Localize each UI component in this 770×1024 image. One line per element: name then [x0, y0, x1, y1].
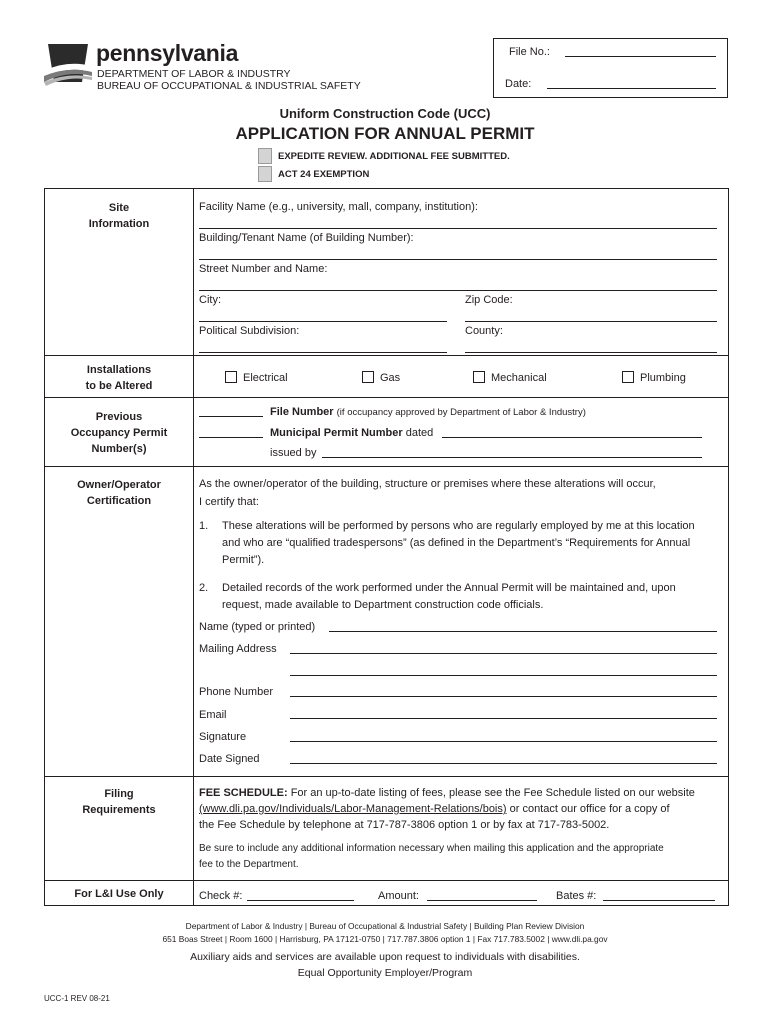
- item-2-line-1: Detailed records of the work performed under the Annual Permit will be maintained and, upon: [222, 582, 676, 594]
- municipal-permit-title: Municipal Permit Number: [270, 427, 403, 439]
- equal-opportunity-note: Equal Opportunity Employer/Program: [297, 967, 473, 979]
- owner-certification-label: Owner/Operator Certification: [77, 479, 161, 507]
- street-label: Street Number and Name:: [199, 263, 328, 275]
- item-1-number: 1.: [199, 520, 209, 532]
- file-no-field[interactable]: [565, 56, 716, 57]
- check-number-field[interactable]: [247, 900, 354, 901]
- row-divider: [44, 397, 729, 398]
- zip-code-label: Zip Code:: [465, 294, 513, 306]
- file-number-label: [270, 406, 586, 418]
- date-label: Date:: [505, 78, 532, 90]
- fee-schedule-line-1: [199, 787, 695, 799]
- zip-code-field[interactable]: [465, 321, 717, 322]
- site-information-label: Site Information: [88, 202, 150, 230]
- auxiliary-aids-note: Auxiliary aids and services are available upon request to individuals with disabilities.: [190, 951, 580, 963]
- gas-checkbox[interactable]: [362, 371, 374, 383]
- installations-label: Installations to be Altered: [85, 364, 153, 392]
- date-field[interactable]: [547, 88, 716, 89]
- bates-number-field[interactable]: [603, 900, 715, 901]
- mechanical-checkbox[interactable]: [473, 371, 485, 383]
- signature-field[interactable]: [290, 741, 717, 742]
- municipal-permit-field[interactable]: [199, 437, 263, 438]
- department-name: DEPARTMENT OF LABOR & INDUSTRY: [97, 68, 291, 80]
- county-field[interactable]: [465, 352, 717, 353]
- item-2-number: 2.: [199, 582, 209, 594]
- fee-schedule-contact: or contact our office for a copy of: [509, 803, 670, 815]
- date-signed-field[interactable]: [290, 763, 717, 764]
- facility-name-field[interactable]: [199, 228, 717, 229]
- municipal-permit-label: [270, 427, 433, 439]
- brand-name: pennsylvania: [96, 40, 239, 66]
- include-info-line-2: fee to the Department.: [199, 859, 299, 870]
- bureau-name: BUREAU OF OCCUPATIONAL & INDUSTRIAL SAFETY: [97, 80, 361, 92]
- plumbing-checkbox[interactable]: [622, 371, 634, 383]
- row-divider: [44, 776, 729, 777]
- building-name-field[interactable]: [199, 259, 717, 260]
- pa-keystone-logo: [42, 42, 94, 86]
- item-1-line-1: These alterations will be performed by persons who are regularly employed by me at this location: [222, 520, 695, 532]
- act24-label: ACT 24 EXEMPTION: [278, 169, 370, 180]
- date-signed-label: Date Signed: [199, 753, 260, 765]
- fee-schedule-line-2: [199, 803, 670, 815]
- fee-schedule-link[interactable]: (www.dli.pa.gov/Individuals/Labor-Management-Relations/bois): [199, 803, 507, 815]
- electrical-checkbox[interactable]: [225, 371, 237, 383]
- row-divider: [44, 355, 729, 356]
- signature-label: Signature: [199, 731, 247, 743]
- form-revision-id: UCC-1 REV 08-21: [44, 994, 110, 1003]
- file-number-title: File Number: [270, 406, 334, 418]
- amount-label: Amount:: [378, 890, 419, 902]
- name-label: Name (typed or printed): [199, 621, 316, 633]
- electrical-label: Electrical: [243, 372, 288, 384]
- mailing-address-field[interactable]: [290, 653, 717, 654]
- fee-schedule-text: For an up-to-date listing of fees, please see the Fee Schedule listed on our website: [290, 787, 695, 799]
- dated-label: dated: [405, 427, 434, 439]
- mailing-address-label: Mailing Address: [199, 643, 277, 655]
- issued-by-label: issued by: [270, 447, 317, 459]
- street-field[interactable]: [199, 290, 717, 291]
- city-field[interactable]: [199, 321, 447, 322]
- item-1-line-2: and who are “qualified tradespersons” (as defined in the Department’s “Requirements for Annual: [222, 537, 691, 549]
- phone-number-field[interactable]: [290, 696, 717, 697]
- fee-schedule-title: FEE SCHEDULE:: [199, 787, 288, 799]
- act24-checkbox[interactable]: [258, 166, 272, 182]
- li-use-label: For L&I Use Only: [74, 888, 164, 900]
- gas-label: Gas: [380, 372, 401, 384]
- political-subdivision-label: Political Subdivision:: [199, 325, 300, 337]
- political-subdivision-field[interactable]: [199, 352, 447, 353]
- item-1-line-3: Permit”).: [222, 554, 265, 566]
- phone-number-label: Phone Number: [199, 686, 273, 698]
- email-label: Email: [199, 709, 227, 721]
- row-divider: [44, 880, 729, 881]
- file-number-note: (if occupancy approved by Department of Labor & Industry): [336, 407, 586, 418]
- expedite-checkbox[interactable]: [258, 148, 272, 164]
- certification-intro: As the owner/operator of the building, structure or premises where these alterations will occur,: [199, 478, 656, 490]
- fee-schedule-line-3: the Fee Schedule by telephone at 717-787-3806 option 1 or by fax at 717-783-5002.: [199, 819, 610, 831]
- expedite-label: EXPEDITE REVIEW. ADDITIONAL FEE SUBMITTED.: [278, 151, 510, 162]
- form-subtitle: Uniform Construction Code (UCC): [279, 106, 491, 121]
- file-number-field[interactable]: [199, 416, 263, 417]
- amount-field[interactable]: [427, 900, 537, 901]
- previous-permit-label: Previous Occupancy Permit Number(s): [70, 411, 168, 455]
- footer-address-1: Department of Labor & Industry | Bureau of Occupational & Industrial Safety | Building Plan Review Division: [185, 921, 585, 931]
- item-2-line-2: request, made available to Department construction code officials.: [222, 599, 544, 611]
- mailing-address-field-2[interactable]: [290, 675, 717, 676]
- file-no-label: File No.:: [509, 46, 550, 58]
- email-field[interactable]: [290, 718, 717, 719]
- issued-by-field[interactable]: [322, 457, 702, 458]
- name-field[interactable]: [329, 631, 717, 632]
- county-label: County:: [465, 325, 503, 337]
- footer-address-2: 651 Boas Street | Room 1600 | Harrisburg, PA 17121-0750 | 717.787.3806 option 1 | Fax 717.783.5002 | www.dli.pa.gov: [162, 934, 608, 944]
- city-label: City:: [199, 294, 221, 306]
- mechanical-label: Mechanical: [491, 372, 547, 384]
- plumbing-label: Plumbing: [640, 372, 686, 384]
- building-name-label: Building/Tenant Name (of Building Number):: [199, 232, 414, 244]
- form-title: APPLICATION FOR ANNUAL PERMIT: [235, 124, 535, 143]
- bates-number-label: Bates #:: [556, 890, 597, 902]
- include-info-line-1: Be sure to include any additional information necessary when mailing this application and the appropriate: [199, 843, 664, 854]
- certification-intro-2: I certify that:: [199, 496, 259, 508]
- facility-name-label: Facility Name (e.g., university, mall, company, institution):: [199, 201, 478, 213]
- filing-requirements-label: Filing Requirements: [82, 788, 156, 816]
- row-divider: [44, 466, 729, 467]
- check-number-label: Check #:: [199, 890, 243, 902]
- municipal-dated-field[interactable]: [442, 437, 702, 438]
